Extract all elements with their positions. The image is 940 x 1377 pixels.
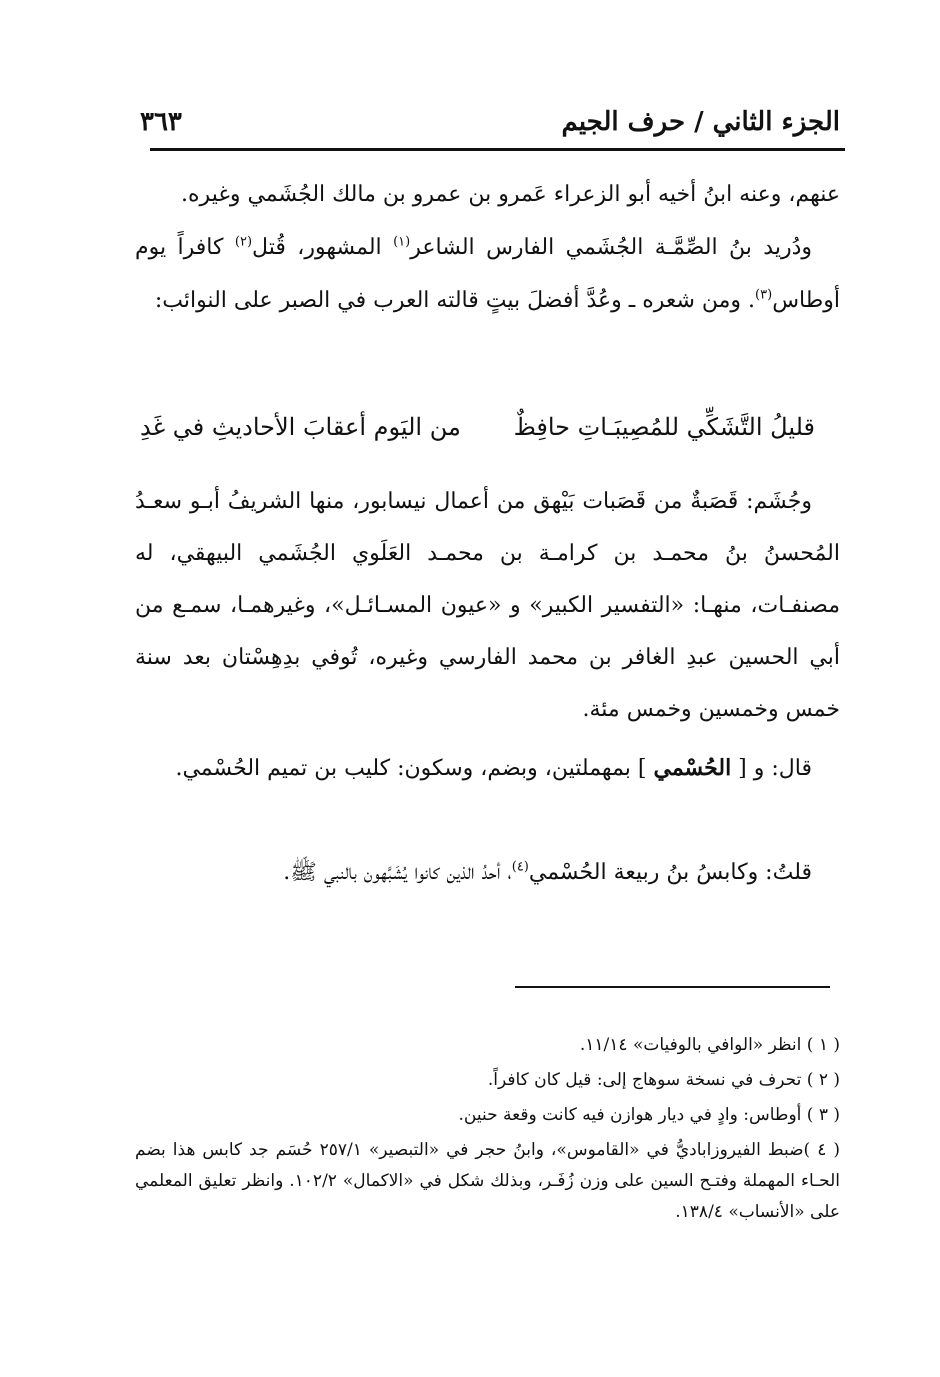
main-text-block-1: [135, 168, 840, 327]
running-title: الجزء الثاني / حرف الجيم: [561, 107, 840, 137]
verse-first-hemistich: قليلُ التَّشَكِّي للمُصِيبَـاتِ حافِظٌ: [513, 413, 815, 441]
main-text-block-4: [135, 846, 840, 899]
paragraph-1: عنهم، وعنه ابنُ أخيه أبو الزعراء عَمرو بن عمرو بن مالك الجُشَمي وغيره.: [181, 182, 840, 207]
paragraph-4-part-b: ] بمهملتين، وبضم، وسكون: كليب بن تميم الحُسْمي.: [175, 756, 654, 781]
paragraph-2: [135, 221, 840, 327]
header-rule: [150, 148, 845, 151]
page-number: ٣٦٣: [140, 107, 182, 137]
entry-term: الحُسْمي: [653, 755, 732, 781]
footnote-ref-3: (٣): [755, 287, 773, 303]
paragraph-5: [135, 846, 840, 899]
verse-second-hemistich: من اليَوم أعقابَ الأحاديثِ في غَدِ: [140, 413, 461, 441]
paragraph-2-part-b: المشهور، قُتل: [252, 235, 394, 260]
paragraph-4: [135, 742, 840, 795]
main-text-block-3: [135, 742, 840, 795]
footnote-1: ( ١ ) انظر «الوافي بالوفيات» ١١/١٤.: [579, 1035, 840, 1055]
footnote-ref-1: (١): [393, 234, 411, 250]
main-text-block-2: [135, 476, 840, 736]
paragraph-3: وجُشَم: قَصَبةٌ من قَصَبات بَيْهق من أعمال نيسابور، منها الشريفُ أبـو سعـدُ المُحسنُ بنُ محمـد بن كرامـة بن محمـد العَلَوي الجُشَمي البيهقي، له مصنفـات، منهـا: «التفسير الكبير» و «عيون المسـائـل»، وغيرهمـا، سمـع من أبي الحسين عبدِ الغافر بن محمد الفارسي وغيره، تُوفي بدِهِسْتان بعد سنة خمس وخمسين وخمس مئة.: [135, 489, 840, 722]
paragraph-2-part-a: ودُريد بنُ الصِّمَّـة الجُشَمي الفارس الشاعر: [410, 235, 813, 260]
paragraph-4-part-a: قال: و [: [731, 756, 812, 781]
page-header: [140, 98, 840, 146]
footnote-separator: [515, 986, 830, 988]
poetry-verse: [140, 400, 815, 454]
paragraph-5-part-a: قلتُ: وكابسُ بنُ ربيعة الحُسْمي: [528, 860, 812, 885]
footnote-2: ( ٢ ) تحرف في نسخة سوهاج إلى: قيل كان كافراً.: [487, 1070, 840, 1090]
footnote-ref-2: (٢): [234, 234, 253, 250]
footnote-ref-4: (٤): [511, 859, 529, 875]
paragraph-2-part-c: كافراً يوم أوطاس: [135, 235, 840, 313]
paragraph-2-part-d: . ومن شعره ـ وعُدَّ أفضلَ بيتٍ قالته العرب في الصبر على النوائب:: [154, 288, 756, 313]
footnote-3: ( ٣ ) أوطاس: وادٍ في ديار هوازن فيه كانت وقعة حنين.: [458, 1105, 840, 1125]
footnote-4: ( ٤ )ضبط الفيروزاباديُّ في «القاموس»، وابنُ حجر في «التبصير» ٢٥٧/١ حُسَم جد كابس هذا بضم الحـاء المهملة وفتـح السين على وزن زُفَـر، وبذلك شكل في «الاكمال» ١٠٢/٢. وانظر تعليق المعلمي على «الأنساب» ١٣٨/٤.: [135, 1140, 840, 1222]
footnotes: [135, 1030, 840, 1228]
paragraph-5-part-b: ، أحدُ الذين كانوا يُشَبَّهون بالنبي ﷺ.: [283, 860, 512, 885]
